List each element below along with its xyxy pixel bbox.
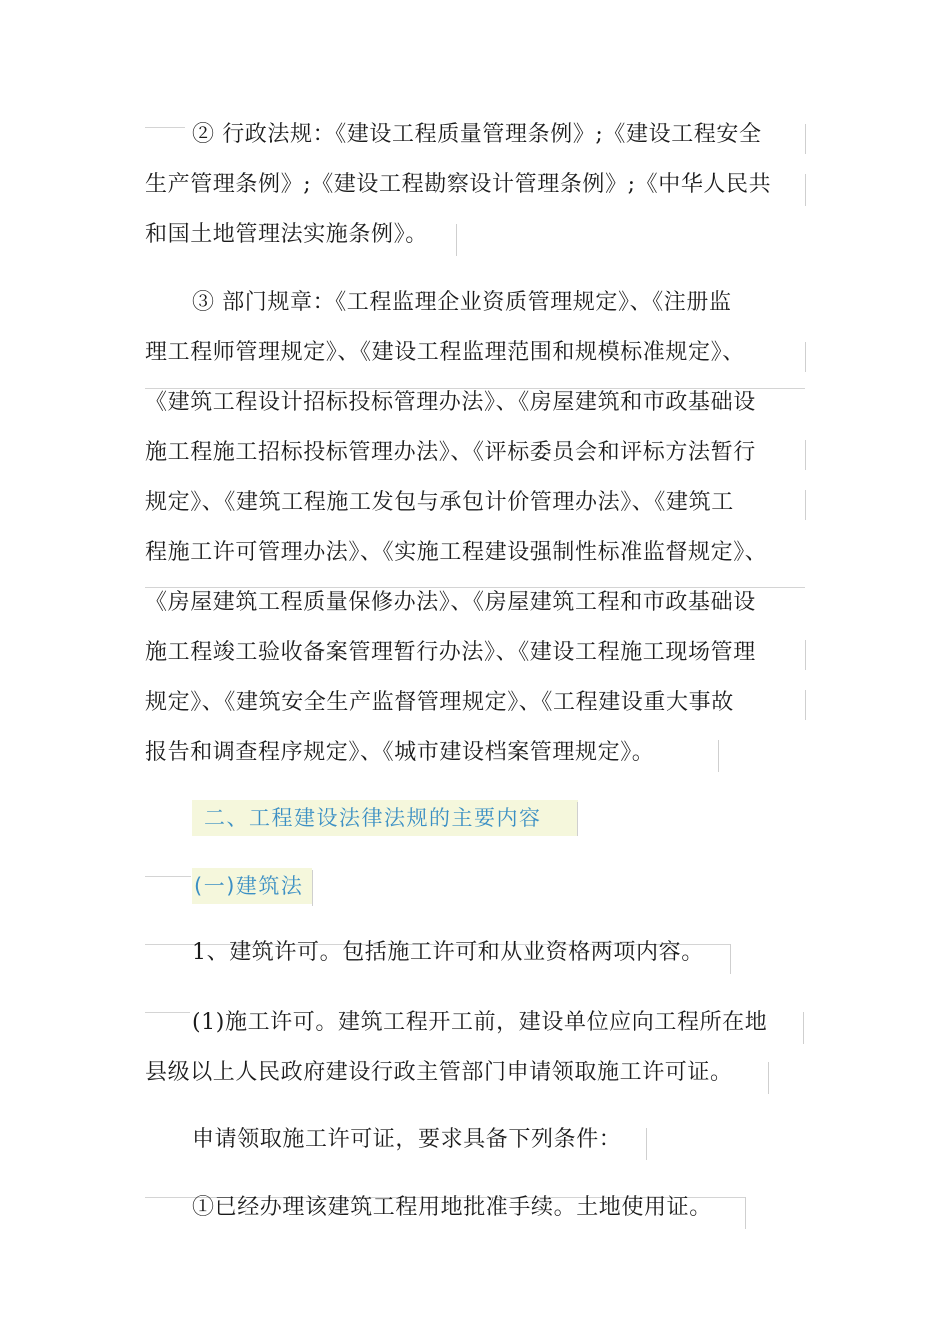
dept-rules-line-4: 施工程施工招标投标管理办法》、《评标委员会和评标方法暂行 <box>145 440 756 465</box>
margin-mark <box>805 342 806 372</box>
margin-mark <box>730 944 731 974</box>
margin-mark <box>646 1128 647 1160</box>
dept-rules-line-8: 施工程竣工验收备案管理暂行办法》、《建设工程施工现场管理 <box>145 640 756 665</box>
margin-mark <box>805 124 806 154</box>
permit-line-1: (1)施工许可。建筑工程开工前，建设单位应向工程所在地 <box>192 1010 768 1035</box>
item-construction-permit: 1、建筑许可。包括施工许可和从业资格两项内容。 <box>192 940 704 965</box>
admin-regulations-line-2: 生产管理条例》;《建设工程勘察设计管理条例》;《中华人民共 <box>145 172 772 197</box>
margin-mark <box>805 440 806 470</box>
margin-mark <box>805 640 806 670</box>
condition-1: ①已经办理该建筑工程用地批准手续。土地使用证。 <box>192 1195 712 1220</box>
margin-mark <box>768 1062 769 1094</box>
margin-mark <box>803 1012 804 1044</box>
section-heading: 二、工程建设法律法规的主要内容 <box>192 800 578 836</box>
margin-mark <box>805 174 806 206</box>
admin-regulations-line-1: ② 行政法规：《建设工程质量管理条例》;《建设工程安全 <box>192 122 762 147</box>
dept-rules-line-6: 程施工许可管理办法》、《实施工程建设强制性标准监督规定》、 <box>145 540 768 565</box>
margin-mark <box>805 490 806 520</box>
conditions-intro: 申请领取施工许可证，要求具备下列条件： <box>192 1127 622 1152</box>
rule-mark <box>145 1012 190 1013</box>
margin-mark <box>745 1197 746 1229</box>
rule-mark <box>145 127 185 128</box>
margin-mark <box>577 802 578 836</box>
dept-rules-line-7: 《房屋建筑工程质量保修办法》、《房屋建筑工程和市政基础设 <box>145 590 756 615</box>
dept-rules-line-9: 规定》、《建筑安全生产监督管理规定》、《工程建设重大事故 <box>145 690 734 715</box>
margin-mark <box>456 224 457 256</box>
permit-line-2: 县级以上人民政府建设行政主管部门申请领取施工许可证。 <box>145 1060 733 1085</box>
dept-rules-line-1: ③ 部门规章：《工程监理企业资质管理规定》、《注册监 <box>192 290 732 315</box>
margin-mark <box>718 740 719 772</box>
margin-mark <box>312 870 313 906</box>
rule-mark <box>145 876 191 877</box>
dept-rules-line-2: 理工程师管理规定》、《建设工程监理范围和规模标准规定》、 <box>145 340 745 365</box>
margin-mark <box>805 690 806 720</box>
dept-rules-line-5: 规定》、《建筑工程施工发包与承包计价管理办法》、《建筑工 <box>145 490 734 515</box>
subsection-heading: (一)建筑法 <box>192 868 312 904</box>
admin-regulations-line-3: 和国土地管理法实施条例》。 <box>145 222 428 247</box>
dept-rules-line-10: 报告和调查程序规定》、《城市建设档案管理规定》。 <box>145 740 655 765</box>
dept-rules-line-3: 《建筑工程设计招标投标管理办法》、《房屋建筑和市政基础设 <box>145 390 756 415</box>
